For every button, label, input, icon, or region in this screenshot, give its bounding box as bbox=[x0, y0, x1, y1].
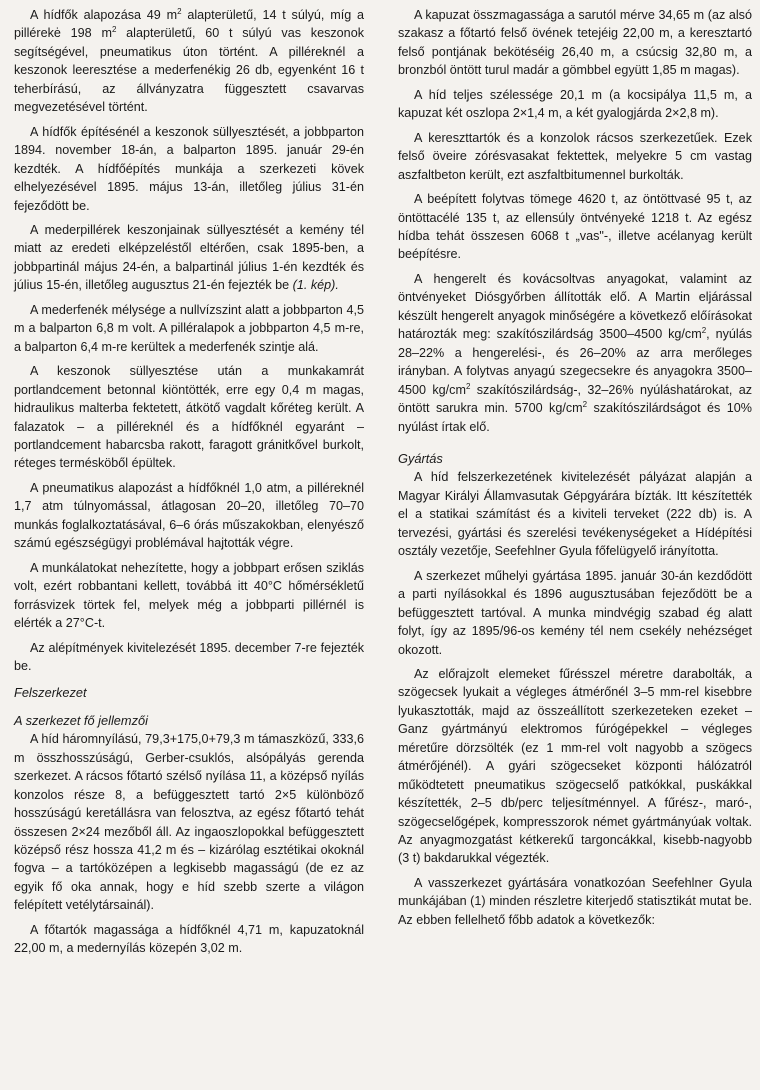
paragraph-pier-caissons bbox=[14, 221, 364, 295]
paragraph-substructure-completed: Az alépítmények kivitelezését 1895. december 7-re fejezték be. bbox=[14, 640, 364, 673]
paragraph-portal-height: A kapuzat összmagassága a sarutól mérve 34,65 m (az alsó szakasz a főtartó felső övének tetejéig 22,00 m, a keresztartó felső pontjának bekötéséig 26,40 m, a csúcsig 32,80 m, a bronzból öntött turul madár a gömbbel együtt 1,85 m magas). bbox=[398, 8, 752, 78]
left-column bbox=[14, 6, 364, 958]
paragraph-concrete-work: A keszonok süllyesztése után a munkakamrát portlandcement betonnal kiöntötték, erre egy 0,4 m magas, hidraulikus malterba fektetett, átkötő vagdalt kőréteg került. A falazatok – a pilléreknél és a hídfőknél egyaránt – portlandcement habarcsba rakott, faragott gránitkővel burkolt, réteges termésköből épültek. bbox=[14, 364, 364, 471]
paragraph-material-specs: A hengerelt és kovácsoltvas anyagokat, valamint az öntvényeket Diósgyőrben állították elő. A Martin eljárással készült hengerelt anyagok minőségére a következő előírásokat határozták meg: szakítószilárdság 3500–4500 $kg/cm^2$, nyúlás 28–22% a hengerelési-, és 26–20% az arra merőleges irányban. A folytvas anyagú szegecsekre és anyagokra 3500–4500 $kg/cm^2$ szakítószilárdság-, 32–26% nyúláshatárokat, az öntött sarukra min. 5700 $kg/cm^2$ szakítószilárdságot és 10% nyúlást írtak elő. bbox=[398, 271, 752, 434]
section-heading-superstructure: Felszerkezet bbox=[14, 685, 87, 701]
paragraph-bridge-width: A híd teljes szélessége 20,1 m (a kocsipálya 11,5 m, a kapuzat két oszlopa 2×1,4 m, a két gyalogjárda 2×2,8 m). bbox=[398, 87, 752, 121]
section-heading-manufacturing: Gyártás bbox=[398, 450, 443, 466]
subsection-heading-main-features: A szerkezet fő jellemzői bbox=[14, 712, 148, 728]
paragraph-workshop-production: A szerkezet műhelyi gyártása 1895. január 30-án kezdődött a parti nyílásokkal és 1896 augusztusában fejeződött be a befüggesztett tartóval. A munka mindvégig szabad ég alatt folyt, így az 1895/96-os kemény tél nem csekély nehézséget okozott. bbox=[398, 568, 752, 657]
paragraph-difficulties: A munkálatokat nehezítette, hogy a jobbpart erősen sziklás volt, ezért robbantani kellett, továbbá itt 40°C hőmérsékletű forrásvizek törtek fel, melyek még a jobbparti pillérnél is elérték a 27°C-t. bbox=[14, 560, 364, 631]
paragraph-statistics-intro: A vasszerkezet gyártására vonatkozóan Seefehlner Gyula munkájában (1) minden részletre kiterjedő statisztikát mutat be. Az ebben fellelhető főbb adatok a következők: bbox=[398, 875, 752, 927]
right-column bbox=[398, 6, 752, 929]
paragraph-structure-description: A híd háromnyílású, 79,3+175,0+79,3 m támaszközű, 333,6 m összhosszúságú, Gerber-csuklós, alsópályás gerenda szerkezet. A rácsos főtartó szélső nyílása 11, a középső nyílás konzolos része 8, a befüggesztett tartó 2×5 különböző hosszúságú keretállásra van felosztva, az egész főtartó tehát összesen 2×24 mezőből áll. Az ingaoszlopokkal befüggesztett középső rész hossza 41,2 m és – kizárólag esztétikai okoknál fogva – a tartóközépen a legkisebb magasságú (de ez az egyik fő oka annak, hogy e híd szebb szerte a világon felépített vetélytársainál). bbox=[14, 732, 364, 913]
paragraph-cross-girders: A kereszttartók és a konzolok rácsos szerkezetűek. Ezek felső öveire zórésvasakat fektettek, melyekre 5 cm vastag aszfaltbeton került, ezt aszfaltbitumennel burkolták. bbox=[398, 130, 752, 182]
paragraph-foundation: A hídfők alapozása 49 $m^2$ alapterületű, 14 t súlyú, míg a pillérekė 198 $m^2$ alapterületű, 60 t súlyú vas keszonok segítségével, pneumatikus úton történt. A pilléreknél a keszonok leeresztése a mederfenékig 26 db, egyenként 16 t teherbírású, az állványzatra függesztett csavarvas megvezetésével történt. bbox=[14, 6, 364, 115]
paragraph-abutment-dates: A hídfők építésénél a keszonok süllyesztését, a jobbparton 1894. november 18-án, a balparton 1895. január 29-én kezdték. A hídfőépítés munkája a szerkezeti kövek elhelyezésével 1895. május 13-án, illetőleg július 31-én fejeződött be. bbox=[14, 124, 364, 213]
paragraph-iron-mass: A beépített folytvas tömege 4620 t, az öntöttvasé 95 t, az öntöttacélé 135 t, az ellensúly öntvényeké 1218 t. Az egész hídba tehát összesen 6068 t „vas"-, illetve acélanyag került beépítésre. bbox=[398, 192, 752, 262]
paragraph-riverbed-depth: A mederfenék mélysége a nullvízszint alatt a jobbparton 4,5 m a balparton 6,8 m volt. A pilléralapok a jobbparton 4,5 m-re, a balparton 6,4 m-re kerültek a mederfenék szintje alá. bbox=[14, 302, 364, 354]
pier-caissons-text: A mederpillérek keszonjainak süllyesztését a kemény tél miatt az eredeti elképzeléstől eltérően, csak 1895-ben, a jobbpartinál május 24-én, a balpartinál július 1-én kezdték és július 15-én, illetőleg augusztus 21-én fejezték be bbox=[14, 222, 364, 293]
paragraph-riveting-process: Az előrajzolt elemeket fűrésszel méretre darabolták, a szögecsek lyukait a végleges átmérőnél 3–5 mm-rel kisebbre lyukasztották, majd az összeállított szerkezeteken ezeket – Ganz gyártmányú elektromos fúrógépekkel – végleges méretűre dörzsölték (ez 1 mm-rel volt nagyobb a szögecs átmérőjénél). A gyári szögecseket központi hálózatról működtetett pneumatikus szögecselő patkókkal, puskákkal készítették, 2–5 db/perc teljesítménnyel. A fűrész-, maró-, szögecselőgépek, kompresszorok német gyártmányúak voltak. Az anyagmozgatást kétkerekű targoncákkal, kisebb-nagyobb (3 t) bakdarukkal végezték. bbox=[398, 666, 752, 866]
paragraph-girder-heights: A főtartók magassága a hídfőknél 4,71 m, kapuzatoknál 22,00 m, a medernyílás közepén 3,02 m. bbox=[14, 922, 364, 956]
paragraph-pneumatic: A pneumatikus alapozást a hídfőknél 1,0 atm, a pilléreknél 1,7 atm túlnyomással, átlagosan 20–20, illetőleg 70–70 munkás foglalkoztatásával, 6–6 órás műszakokban, elenyésző számú egészségügyi problémával hajtották végre. bbox=[14, 480, 364, 551]
paragraph-contractor: A híd felszerkezetének kivitelezését pályázat alapján a Magyar Királyi Államvasutak Gépgyárára bízták. Itt készítették el a statikai számítást és a kiviteli terveket (222 db) is. A tervezési, gyártási és szerelési tevékenységeket a Hídépítési osztály vezetője, Seefehlner Gyula főfelügyelő irányította. bbox=[398, 470, 752, 559]
figure-reference: (1. kép). bbox=[292, 278, 339, 293]
